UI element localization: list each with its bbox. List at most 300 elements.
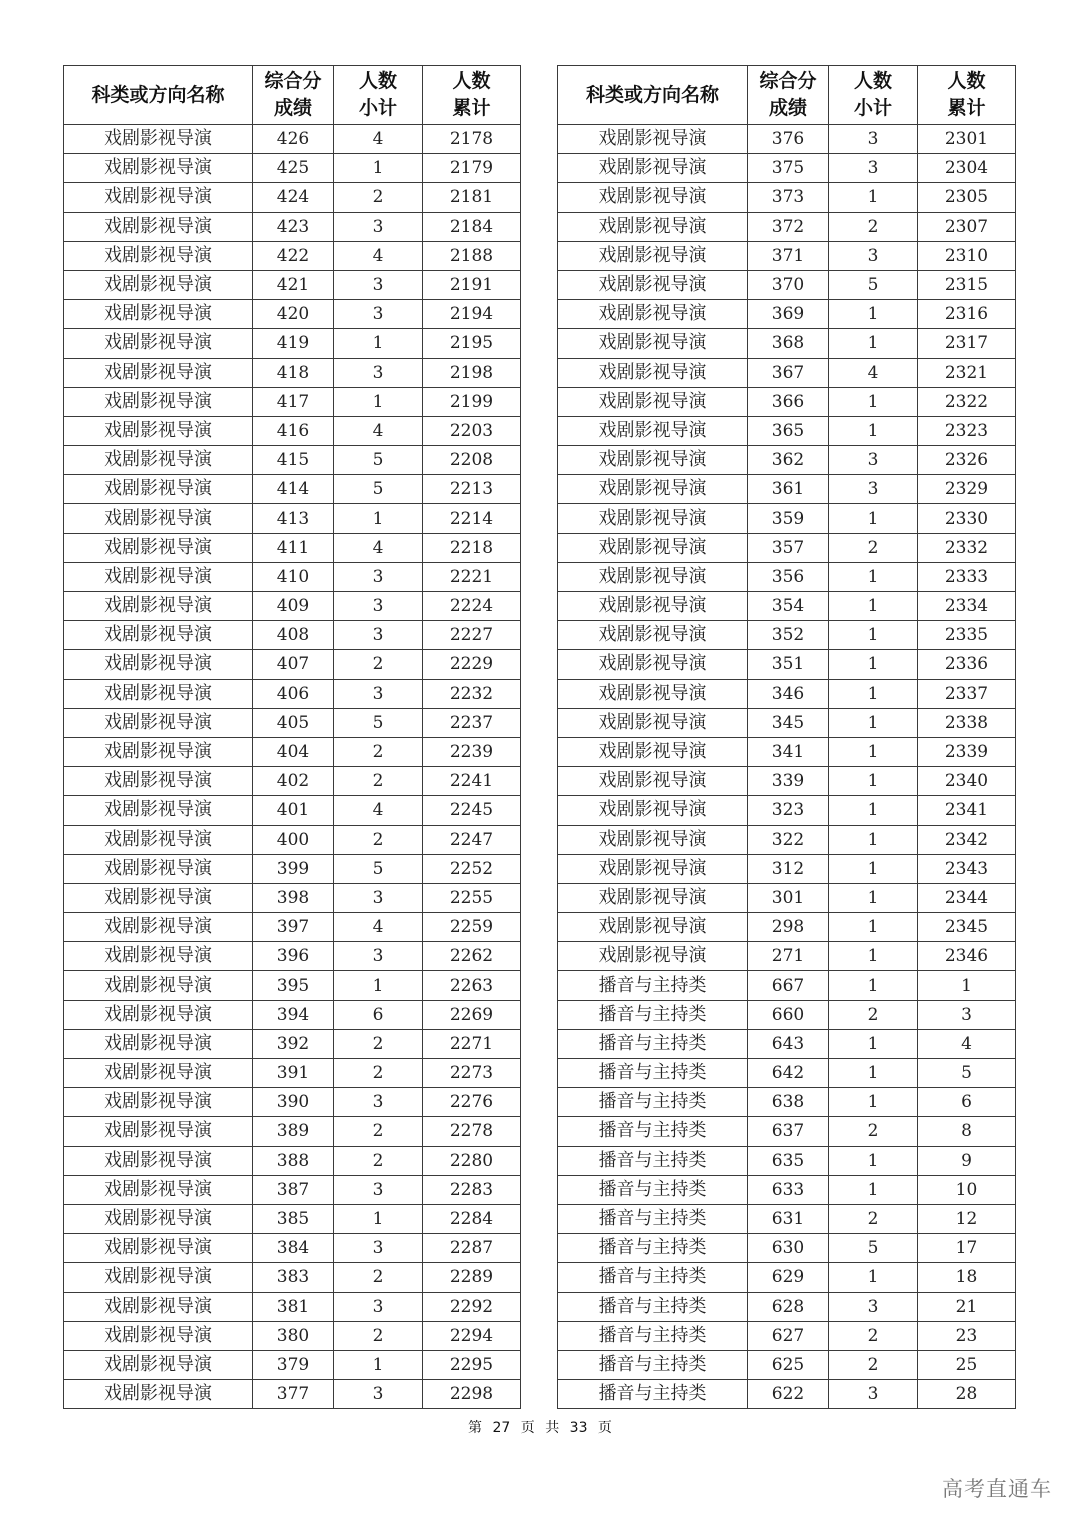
cell-name: 戏剧影视导演 [64,883,253,912]
table-row [64,883,521,912]
table-row [64,358,521,387]
cell-count: 2 [829,212,918,241]
cell-name: 戏剧影视导演 [64,971,253,1000]
header-score-line1: 综合分 [759,70,817,92]
table-row [64,854,521,883]
header-cumulative-line1: 人数 [452,70,491,92]
cell-score: 354 [748,592,829,621]
cell-cumulative: 2341 [918,796,1016,825]
cell-count: 1 [829,1175,918,1204]
header-count-line1: 人数 [358,70,397,92]
cell-name: 戏剧影视导演 [64,1292,253,1321]
cell-score: 388 [253,1146,334,1175]
cell-score: 425 [253,154,334,183]
cell-count: 1 [829,854,918,883]
cell-cumulative: 2199 [423,387,521,416]
table-row [558,387,1016,416]
cell-score: 406 [253,679,334,708]
cell-score: 415 [253,446,334,475]
cell-name: 戏剧影视导演 [64,708,253,737]
header-score-line2: 成绩 [273,97,312,119]
cell-count: 1 [829,504,918,533]
cell-count: 3 [829,1380,918,1409]
cell-score: 410 [253,562,334,591]
cell-cumulative: 2252 [423,854,521,883]
cell-name: 播音与主持类 [558,1380,748,1409]
cell-score: 385 [253,1204,334,1233]
cell-count: 2 [829,533,918,562]
cell-score: 667 [748,971,829,1000]
cell-cumulative: 2301 [918,125,1016,154]
table-row [64,270,521,299]
cell-score: 400 [253,825,334,854]
cell-score: 421 [253,270,334,299]
cell-name: 戏剧影视导演 [64,475,253,504]
cell-name: 戏剧影视导演 [64,767,253,796]
table-row [64,125,521,154]
cell-cumulative: 2339 [918,737,1016,766]
table-row [558,504,1016,533]
cell-cumulative: 2263 [423,971,521,1000]
cell-score: 372 [748,212,829,241]
cell-count: 1 [829,1029,918,1058]
cell-score: 426 [253,125,334,154]
cell-score: 376 [748,125,829,154]
table-row [558,942,1016,971]
cell-cumulative: 2298 [423,1380,521,1409]
cell-count: 1 [829,796,918,825]
cell-score: 362 [748,446,829,475]
cell-score: 417 [253,387,334,416]
cell-name: 戏剧影视导演 [558,241,748,270]
cell-name: 戏剧影视导演 [64,241,253,270]
cell-score: 323 [748,796,829,825]
cell-name: 戏剧影视导演 [64,1088,253,1117]
cell-cumulative: 2333 [918,562,1016,591]
table-row [558,971,1016,1000]
cell-count: 3 [334,300,423,329]
header-score-line2: 成绩 [768,97,807,119]
table-row [558,270,1016,299]
table-row [64,592,521,621]
cell-name: 戏剧影视导演 [558,679,748,708]
cell-count: 1 [829,942,918,971]
cell-score: 643 [748,1029,829,1058]
table-row [558,1175,1016,1204]
cell-name: 播音与主持类 [558,1059,748,1088]
cell-score: 399 [253,854,334,883]
cell-score: 419 [253,329,334,358]
cell-name: 戏剧影视导演 [558,416,748,445]
table-row [558,1321,1016,1350]
cell-cumulative: 2289 [423,1263,521,1292]
cell-cumulative: 2184 [423,212,521,241]
cell-score: 368 [748,329,829,358]
table-row [64,1263,521,1292]
header-cumulative-line1: 人数 [947,70,986,92]
cell-name: 戏剧影视导演 [64,942,253,971]
cell-cumulative: 2340 [918,767,1016,796]
cell-cumulative: 12 [918,1204,1016,1233]
cell-name: 戏剧影视导演 [64,1234,253,1263]
cell-count: 2 [829,1204,918,1233]
table-row [64,679,521,708]
cell-count: 3 [334,942,423,971]
table-row [64,796,521,825]
header-cumulative-line2: 累计 [947,97,986,119]
cell-score: 322 [748,825,829,854]
table-row [64,767,521,796]
cell-count: 2 [334,767,423,796]
cell-count: 3 [334,358,423,387]
cell-count: 4 [829,358,918,387]
cell-count: 2 [334,825,423,854]
cell-score: 633 [748,1175,829,1204]
cell-count: 3 [334,679,423,708]
cell-cumulative: 2332 [918,533,1016,562]
table-row [64,241,521,270]
cell-name: 戏剧影视导演 [64,854,253,883]
cell-count: 3 [334,1292,423,1321]
cell-count: 3 [829,1292,918,1321]
cell-count: 3 [334,1175,423,1204]
cell-cumulative: 2276 [423,1088,521,1117]
cell-name: 戏剧影视导演 [64,913,253,942]
cell-score: 629 [748,1263,829,1292]
cell-count: 6 [334,1000,423,1029]
cell-name: 戏剧影视导演 [558,183,748,212]
cell-cumulative: 2178 [423,125,521,154]
cell-count: 2 [334,1059,423,1088]
cell-count: 1 [829,387,918,416]
table-header [558,66,1016,125]
cell-cumulative: 2245 [423,796,521,825]
cell-cumulative: 2191 [423,270,521,299]
cell-name: 戏剧影视导演 [64,1146,253,1175]
cell-name: 戏剧影视导演 [64,125,253,154]
cell-cumulative: 2269 [423,1000,521,1029]
cell-name: 戏剧影视导演 [64,650,253,679]
cell-score: 351 [748,650,829,679]
cell-cumulative: 2241 [423,767,521,796]
cell-count: 1 [829,825,918,854]
table-row [558,183,1016,212]
cell-cumulative: 23 [918,1321,1016,1350]
cell-score: 379 [253,1350,334,1379]
cell-score: 392 [253,1029,334,1058]
cell-name: 戏剧影视导演 [558,883,748,912]
cell-count: 2 [334,183,423,212]
cell-score: 373 [748,183,829,212]
cell-name: 戏剧影视导演 [64,1321,253,1350]
cell-count: 4 [334,533,423,562]
cell-cumulative: 2194 [423,300,521,329]
table-row [558,562,1016,591]
cell-count: 5 [829,270,918,299]
cell-count: 3 [334,1234,423,1263]
cell-cumulative: 2321 [918,358,1016,387]
table-row [64,504,521,533]
cell-cumulative: 2273 [423,1059,521,1088]
cell-count: 3 [829,446,918,475]
table-row [558,1000,1016,1029]
header-score-line1: 综合分 [264,70,322,92]
cell-score: 395 [253,971,334,1000]
table-row [64,533,521,562]
cell-score: 409 [253,592,334,621]
cell-count: 1 [829,679,918,708]
table-row [558,825,1016,854]
cell-cumulative: 2237 [423,708,521,737]
cell-count: 5 [334,708,423,737]
table-row [64,708,521,737]
cell-score: 389 [253,1117,334,1146]
header-count [334,66,423,125]
cell-score: 383 [253,1263,334,1292]
table-row [558,1292,1016,1321]
cell-cumulative: 3 [918,1000,1016,1029]
table-row [558,125,1016,154]
table-row [558,416,1016,445]
cell-score: 369 [748,300,829,329]
table-row [64,329,521,358]
cell-cumulative: 2188 [423,241,521,270]
table-row [64,1204,521,1233]
cell-cumulative: 2181 [423,183,521,212]
cell-cumulative: 2229 [423,650,521,679]
cell-name: 戏剧影视导演 [64,446,253,475]
cell-name: 播音与主持类 [558,1146,748,1175]
table-row [64,650,521,679]
cell-score: 422 [253,241,334,270]
cell-name: 播音与主持类 [558,1321,748,1350]
cell-cumulative: 2262 [423,942,521,971]
table-row [64,446,521,475]
table-row [558,913,1016,942]
score-table-right [557,65,1016,1409]
cell-count: 1 [829,913,918,942]
cell-name: 戏剧影视导演 [558,387,748,416]
cell-cumulative: 2208 [423,446,521,475]
cell-name: 戏剧影视导演 [558,737,748,766]
cell-name: 戏剧影视导演 [64,300,253,329]
cell-count: 4 [334,241,423,270]
cell-score: 398 [253,883,334,912]
cell-score: 631 [748,1204,829,1233]
cell-name: 戏剧影视导演 [558,329,748,358]
cell-cumulative: 2198 [423,358,521,387]
table-row [558,1029,1016,1058]
table-row [558,300,1016,329]
cell-count: 3 [829,241,918,270]
cell-count: 2 [334,737,423,766]
cell-count: 3 [829,154,918,183]
header-cumulative [918,66,1016,125]
table-row [64,387,521,416]
cell-cumulative: 18 [918,1263,1016,1292]
cell-cumulative: 6 [918,1088,1016,1117]
cell-score: 408 [253,621,334,650]
cell-name: 播音与主持类 [558,1175,748,1204]
table-row [64,737,521,766]
cell-count: 1 [334,329,423,358]
table-row [558,1146,1016,1175]
header-cumulative [423,66,521,125]
cell-count: 1 [829,416,918,445]
table-row [558,1263,1016,1292]
cell-name: 戏剧影视导演 [558,270,748,299]
table-row [64,1380,521,1409]
cell-name: 播音与主持类 [558,1029,748,1058]
cell-name: 戏剧影视导演 [64,562,253,591]
cell-name: 戏剧影视导演 [558,796,748,825]
cell-count: 3 [334,1088,423,1117]
cell-name: 播音与主持类 [558,1350,748,1379]
cell-name: 播音与主持类 [558,971,748,1000]
cell-count: 3 [334,621,423,650]
cell-score: 381 [253,1292,334,1321]
cell-score: 405 [253,708,334,737]
cell-score: 301 [748,883,829,912]
cell-name: 戏剧影视导演 [558,212,748,241]
table-row [64,300,521,329]
header-name: 科类或方向名称 [64,66,253,125]
cell-count: 1 [334,154,423,183]
cell-count: 1 [829,621,918,650]
cell-count: 2 [334,650,423,679]
cell-count: 2 [829,1321,918,1350]
cell-count: 1 [829,329,918,358]
cell-name: 戏剧影视导演 [64,621,253,650]
cell-cumulative: 2280 [423,1146,521,1175]
cell-score: 407 [253,650,334,679]
cell-count: 1 [829,708,918,737]
cell-count: 1 [334,971,423,1000]
cell-score: 416 [253,416,334,445]
page-number: 第 27 页 共 33 页 [468,1420,612,1436]
cell-name: 戏剧影视导演 [558,533,748,562]
cell-score: 375 [748,154,829,183]
cell-cumulative: 2305 [918,183,1016,212]
table-row [558,737,1016,766]
cell-cumulative: 2336 [918,650,1016,679]
cell-name: 戏剧影视导演 [64,1000,253,1029]
cell-cumulative: 2283 [423,1175,521,1204]
cell-cumulative: 2195 [423,329,521,358]
cell-name: 戏剧影视导演 [64,679,253,708]
cell-name: 戏剧影视导演 [558,592,748,621]
cell-cumulative: 2337 [918,679,1016,708]
cell-score: 660 [748,1000,829,1029]
table-row [558,621,1016,650]
cell-score: 418 [253,358,334,387]
cell-score: 402 [253,767,334,796]
table-row [64,562,521,591]
cell-cumulative: 2345 [918,913,1016,942]
score-table-left [63,65,521,1409]
cell-count: 1 [829,1263,918,1292]
cell-count: 3 [829,125,918,154]
cell-count: 3 [334,1380,423,1409]
cell-cumulative: 2326 [918,446,1016,475]
cell-cumulative: 2232 [423,679,521,708]
cell-score: 390 [253,1088,334,1117]
cell-count: 1 [829,767,918,796]
cell-name: 戏剧影视导演 [558,446,748,475]
cell-score: 341 [748,737,829,766]
table-row [558,1204,1016,1233]
table-row [64,212,521,241]
cell-count: 1 [829,562,918,591]
cell-count: 5 [829,1234,918,1263]
cell-cumulative: 2338 [918,708,1016,737]
cell-cumulative: 2179 [423,154,521,183]
cell-count: 3 [334,562,423,591]
cell-score: 424 [253,183,334,212]
cell-count: 1 [334,504,423,533]
cell-cumulative: 2322 [918,387,1016,416]
cell-score: 377 [253,1380,334,1409]
header-count-line2: 小计 [358,97,397,119]
cell-name: 戏剧影视导演 [64,1029,253,1058]
cell-name: 戏剧影视导演 [64,1263,253,1292]
cell-score: 365 [748,416,829,445]
cell-cumulative: 21 [918,1292,1016,1321]
table-row [558,241,1016,270]
cell-score: 345 [748,708,829,737]
cell-cumulative: 2247 [423,825,521,854]
cell-name: 戏剧影视导演 [64,592,253,621]
cell-name: 戏剧影视导演 [64,533,253,562]
cell-count: 4 [334,416,423,445]
cell-count: 1 [829,883,918,912]
cell-cumulative: 2292 [423,1292,521,1321]
cell-score: 367 [748,358,829,387]
table-row [64,913,521,942]
cell-score: 366 [748,387,829,416]
cell-score: 411 [253,533,334,562]
cell-name: 戏剧影视导演 [64,183,253,212]
cell-count: 2 [334,1263,423,1292]
table-row [558,883,1016,912]
cell-score: 352 [748,621,829,650]
cell-name: 播音与主持类 [558,1204,748,1233]
cell-score: 404 [253,737,334,766]
cell-score: 370 [748,270,829,299]
table-row [558,154,1016,183]
cell-cumulative: 2224 [423,592,521,621]
cell-count: 4 [334,125,423,154]
cell-count: 5 [334,854,423,883]
cell-count: 2 [334,1029,423,1058]
cell-cumulative: 2255 [423,883,521,912]
cell-count: 1 [829,300,918,329]
cell-cumulative: 8 [918,1117,1016,1146]
cell-score: 394 [253,1000,334,1029]
cell-count: 1 [829,592,918,621]
cell-name: 戏剧影视导演 [64,270,253,299]
cell-cumulative: 2346 [918,942,1016,971]
cell-name: 戏剧影视导演 [558,621,748,650]
cell-cumulative: 4 [918,1029,1016,1058]
table-row [558,1059,1016,1088]
cell-count: 4 [334,796,423,825]
cell-score: 635 [748,1146,829,1175]
cell-score: 628 [748,1292,829,1321]
cell-count: 1 [334,1350,423,1379]
cell-count: 1 [829,1088,918,1117]
header-name: 科类或方向名称 [558,66,748,125]
